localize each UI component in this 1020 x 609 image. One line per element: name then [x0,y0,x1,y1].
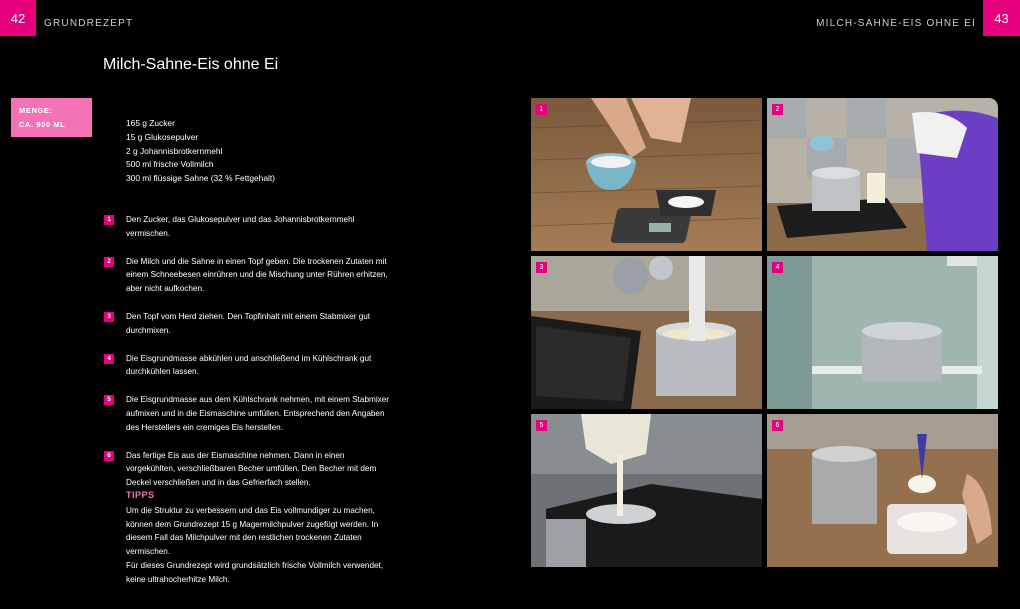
yield-label: MENGE: [19,106,53,115]
ingredient-list [126,117,275,186]
step-item [104,393,394,434]
ingredient-item: 15 g Glukosepulver [126,131,199,142]
step-item [104,352,394,380]
photo-number-badge: 3 [536,262,547,273]
photo-blender-image [531,256,762,409]
recipe-title: Milch-Sahne-Eis ohne Ei [103,56,279,73]
step-number-badge: 6 [104,451,114,461]
photo-fridge-image [767,256,998,409]
photo-ice-container-image [767,414,998,567]
yield-value: CA. 900 ML [19,120,66,129]
ingredient-item: 165 g Zucker [126,118,175,128]
step-photo-5 [531,414,762,567]
ingredient-item: 2 g Johannisbrotkernmehl [126,145,223,156]
step-item [104,255,394,296]
photo-number-badge: 2 [772,104,783,115]
right-running-head: MILCH-SAHNE-EIS OHNE EI [816,18,976,29]
step-text: Das fertige Eis aus der Eismaschine nehmen. Dann in einen vorgekühlten, verschließbaren Becher umfüllen. Den Becher mit dem Deckel verschließen und in das Gefrierfach stellen. [126,450,377,488]
step-photo-2 [767,98,998,251]
step-photo-6 [767,414,998,567]
left-page-number: 42 [0,0,36,36]
photo-sugar-scale-image [531,98,762,251]
step-number-badge: 4 [104,354,114,364]
photo-number-badge: 6 [772,420,783,431]
step-text: Die Eisgrundmasse aus dem Kühlschrank nehmen, mit einem Stabmixer aufmixen und in die Eismaschine umfüllen. Entsprechend den Angaben des Herstellers ein cremiges Eis herstellen. [126,395,390,432]
step-text: Den Zucker, das Glukosepulver und das Johannisbrotkernmehl vermischen. [126,215,355,238]
step-text: Die Eisgrundmasse abkühlen und anschließend im Kühlschrank gut durchkühlen lassen. [126,353,372,377]
step-photo-1 [531,98,762,251]
step-item [104,449,394,490]
photo-number-badge: 1 [536,104,547,115]
right-page-number: 43 [983,0,1020,36]
step-text: Den Topf vom Herd ziehen. Den Topfinhalt mit einem Stabmixer gut durchmixen. [126,311,371,335]
step-number-badge: 1 [104,215,114,225]
step-photo-4 [767,256,998,409]
yield-box [11,98,92,137]
ingredient-item: 300 ml flüssige Sahne (32 % Fettgehalt) [126,173,275,184]
step-text: Die Milch und die Sahne in einen Topf geben. Die trockenen Zutaten mit einem Schneebesen einrühren und die Mischung unter Rühren erhitzen, aber nicht aufkochen. [126,256,388,294]
step-item [104,213,394,241]
tips-text: Um die Struktur zu verbessern und das Eis vollmundiger zu machen, können dem Grundrezept 15 g Magermilchpulver zugefügt werden. In diesem Fall das Milchpulver mit den restlichen trockenen Zutaten vermischen. [126,505,379,557]
ingredient-item: 500 ml frische Vollmilch [126,159,214,170]
tips-text: Für dieses Grundrezept wird grundsätzlich frische Vollmilch verwendet, keine ultrahocherhitze Milch. [126,560,384,584]
step-number-badge: 3 [104,312,114,322]
step-list [104,213,394,490]
step-item [104,310,394,338]
tips-section [126,489,396,587]
left-running-head: GRUNDREZEPT [44,18,134,29]
step-number-badge: 2 [104,257,114,267]
step-photo-3 [531,256,762,409]
photo-number-badge: 4 [772,262,783,273]
photo-cooking-image [767,98,998,251]
photo-number-badge: 5 [536,420,547,431]
photo-ice-machine-image [531,414,762,567]
tips-heading: TIPPS [126,490,155,500]
step-number-badge: 5 [104,395,114,405]
